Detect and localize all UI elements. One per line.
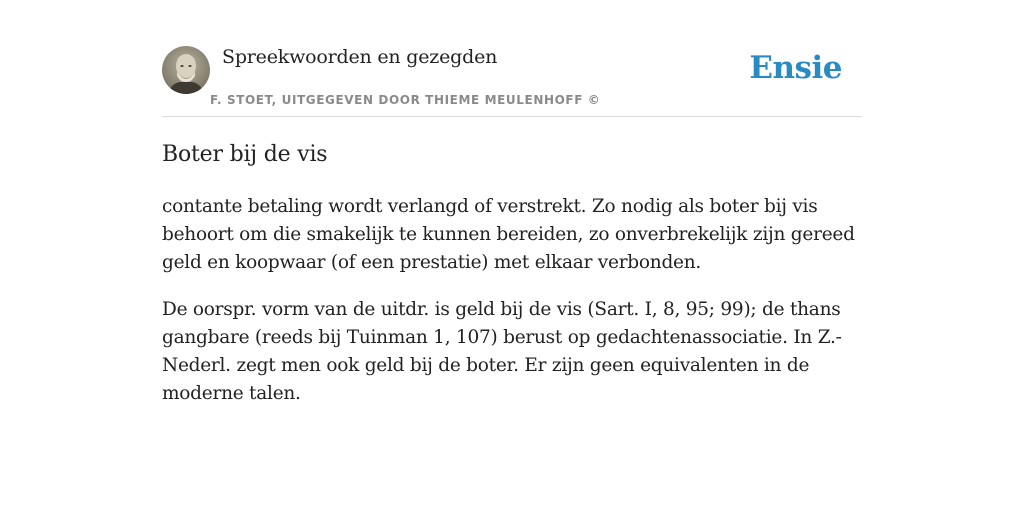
- entry-content: [162, 140, 862, 427]
- entry-title: Boter bij de vis: [162, 142, 328, 167]
- page-header: [162, 46, 862, 117]
- entry-paragraph: contante betaling wordt verlangd of verstrekt. Zo nodig als boter bij vis behoort om die smakelijk te kunnen bereiden, zo onverbrekelijk zijn gereed geld en koopwaar (of een prestatie) met elkaar verbonden.: [162, 196, 855, 273]
- portrait-icon: [162, 46, 210, 94]
- source-title[interactable]: Spreekwoorden en gezegden: [222, 46, 498, 68]
- brand-logo[interactable]: Ensie: [749, 50, 842, 86]
- source-publisher: F. STOET, UITGEGEVEN DOOR THIEME MEULENHOFF ©: [210, 93, 601, 107]
- entry-paragraph: De oorspr. vorm van de uitdr. is geld bij de vis (Sart. I, 8, 95; 99); de thans gangbare (reeds bij Tuinman 1, 107) berust op gedachtenassociatie. In Z.-Nederl. zegt men ook geld bij de boter. Er zijn geen equivalenten in de moderne talen.: [162, 299, 842, 404]
- author-avatar[interactable]: [162, 46, 210, 94]
